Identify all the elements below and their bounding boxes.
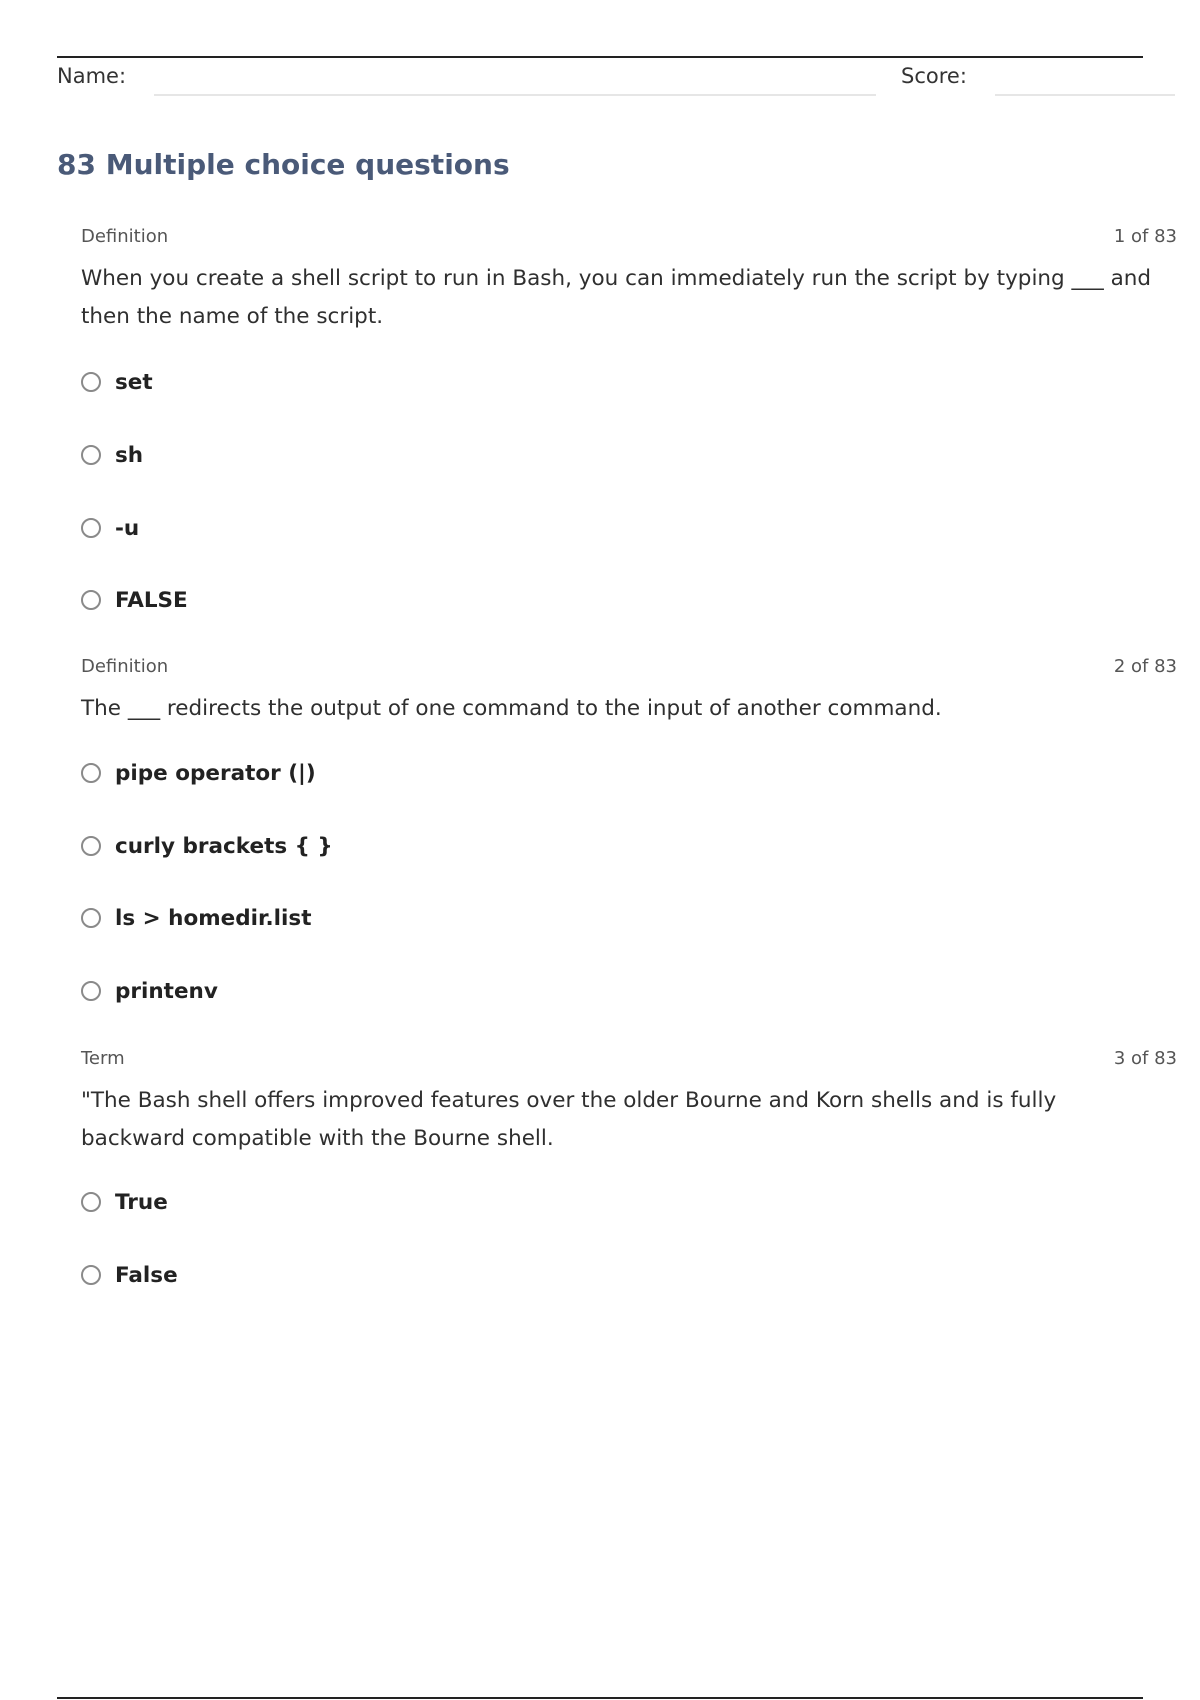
question-type: Definition [81,656,169,677]
answer-option-label: pipe operator (|) [115,760,316,786]
answer-option[interactable] [81,758,316,788]
answer-option[interactable] [81,585,188,615]
answer-option[interactable] [81,1260,178,1290]
answer-option[interactable] [81,1187,168,1217]
answer-option-label: FALSE [115,587,188,613]
question-text: When you create a shell script to run in Bash, you can immediately run the script by typing ___ and then the name of the script. [81,266,1152,329]
score-label: Score: [901,64,967,88]
name-label: Name: [57,64,127,88]
answer-option[interactable] [81,831,333,861]
question-2 [81,656,1177,1016]
bottom-divider [57,1697,1143,1699]
answer-option-label: set [115,369,153,395]
answer-option-label: True [115,1189,168,1215]
radio-button-icon[interactable] [81,836,101,856]
answer-option[interactable] [81,976,218,1006]
radio-button-icon[interactable] [81,518,101,538]
question-text: The ___ redirects the output of one command to the input of another command. [81,696,942,721]
radio-button-icon[interactable] [81,445,101,465]
answer-option[interactable] [81,440,143,470]
radio-button-icon[interactable] [81,981,101,1001]
answer-option-label: sh [115,442,144,468]
question-type: Term [81,1048,125,1069]
radio-button-icon[interactable] [81,908,101,928]
radio-button-icon[interactable] [81,372,101,392]
top-divider [57,56,1143,58]
radio-button-icon[interactable] [81,1192,101,1212]
answer-option-label: curly brackets { } [115,833,333,859]
question-1 [81,226,1177,613]
question-counter: 1 of 83 [1113,226,1177,247]
question-text: "The Bash shell offers improved features over the older Bourne and Korn shells and is fully backward compatible with the Bourne shell. [81,1088,1057,1151]
answer-option[interactable] [81,903,312,933]
name-field[interactable] [154,94,876,96]
question-type: Definition [81,226,169,247]
answer-option-label: printenv [115,978,218,1004]
answer-option-label: ls > homedir.list [115,905,312,931]
question-counter: 3 of 83 [1113,1048,1177,1069]
answer-option-label: -u [115,515,140,541]
answer-option[interactable] [81,513,139,543]
radio-button-icon[interactable] [81,590,101,610]
answer-option[interactable] [81,367,153,397]
radio-button-icon[interactable] [81,1265,101,1285]
radio-button-icon[interactable] [81,763,101,783]
score-field[interactable] [995,94,1175,96]
answer-option-label: False [115,1262,178,1288]
section-title: 83 Multiple choice questions [57,148,510,181]
name-score-header [57,62,1177,98]
question-3 [81,1048,1177,1298]
question-counter: 2 of 83 [1113,656,1177,677]
